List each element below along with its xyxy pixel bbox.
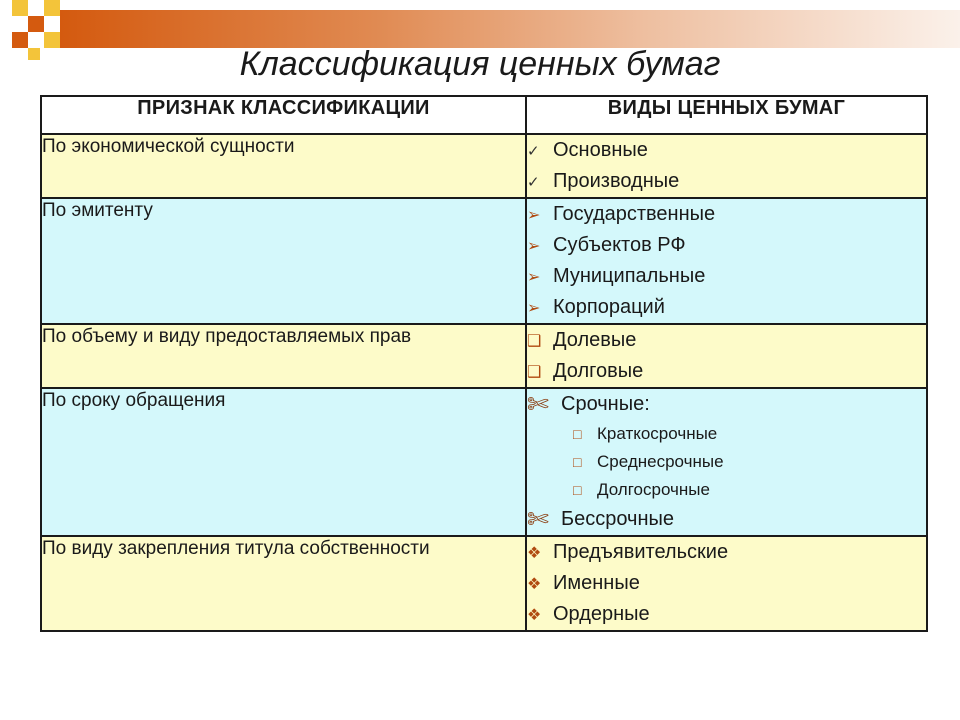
sub-list-item [573, 420, 926, 448]
item-label: Корпораций [553, 296, 665, 318]
list-item [527, 325, 926, 356]
criterion-cell: По объему и виду предоставляемых прав [41, 324, 526, 388]
sub-item-label: Долгосрочные [597, 480, 710, 499]
list-item [527, 356, 926, 387]
list-item [527, 292, 926, 323]
classification-table [40, 95, 928, 632]
kinds-cell [526, 388, 927, 536]
item-label: Субъектов РФ [553, 234, 686, 256]
box-icon: □ [573, 482, 582, 498]
deco-square [44, 0, 60, 16]
criterion-cell: По виду закрепления титула собственности [41, 536, 526, 631]
kinds-cell [526, 536, 927, 631]
sub-item-label: Краткосрочные [597, 424, 718, 443]
table-row [41, 324, 927, 388]
item-label: Ордерные [553, 603, 650, 625]
arrow-icon: ➢ [527, 299, 541, 317]
list-item [527, 261, 926, 292]
item-label: Предъявительские [553, 541, 729, 563]
kinds-cell [526, 134, 927, 198]
page-title: Классификация ценных бумаг [239, 45, 721, 83]
table-row [41, 134, 927, 198]
list-item [527, 537, 926, 568]
criterion-cell: По экономической сущности [41, 134, 526, 198]
item-label: Производные [553, 170, 680, 192]
item-label: Бессрочные [561, 508, 675, 530]
scissors-icon: ✄ [527, 389, 549, 419]
diamond-icon: ❖ [527, 575, 542, 593]
list-item [527, 166, 926, 197]
item-label: Муниципальные [553, 265, 706, 287]
sub-list-item [573, 448, 926, 476]
list-item [527, 199, 926, 230]
table-row [41, 198, 927, 324]
item-label: Срочные: [561, 393, 650, 415]
item-label: Именные [553, 572, 640, 594]
kinds-cell [526, 324, 927, 388]
sub-list-item [573, 476, 926, 504]
deco-square [12, 0, 28, 16]
item-label: Долевые [553, 329, 637, 351]
header-criterion: ПРИЗНАК КЛАССИФИКАЦИИ [41, 96, 526, 134]
item-label: Государственные [553, 203, 716, 225]
list-item [527, 230, 926, 261]
box-icon: □ [573, 454, 582, 470]
arrow-icon: ➢ [527, 206, 541, 224]
arrow-icon: ➢ [527, 237, 541, 255]
sub-item-label: Среднесрочные [597, 452, 724, 471]
criterion-cell: По сроку обращения [41, 388, 526, 536]
list-item [527, 599, 926, 630]
deco-square [28, 16, 44, 32]
table-row [41, 536, 927, 631]
criterion-cell: По эмитенту [41, 198, 526, 324]
item-label: Долговые [553, 360, 644, 382]
diamond-icon: ❖ [527, 544, 542, 562]
box-icon: □ [573, 426, 582, 442]
kinds-cell [526, 198, 927, 324]
header-gradient-bar [60, 10, 960, 48]
box-icon: ❑ [527, 363, 542, 381]
check-icon: ✓ [527, 142, 540, 160]
item-label: Основные [553, 139, 648, 161]
list-item [527, 135, 926, 166]
header-kinds: ВИДЫ ЦЕННЫХ БУМАГ [526, 96, 927, 134]
list-item [527, 389, 926, 420]
table-header-row [41, 96, 927, 134]
box-icon: ❑ [527, 332, 542, 350]
list-item [527, 504, 926, 535]
arrow-icon: ➢ [527, 268, 541, 286]
list-item [527, 568, 926, 599]
table-row [41, 388, 927, 536]
diamond-icon: ❖ [527, 606, 542, 624]
scissors-icon: ✄ [527, 504, 549, 534]
check-icon: ✓ [527, 173, 540, 191]
